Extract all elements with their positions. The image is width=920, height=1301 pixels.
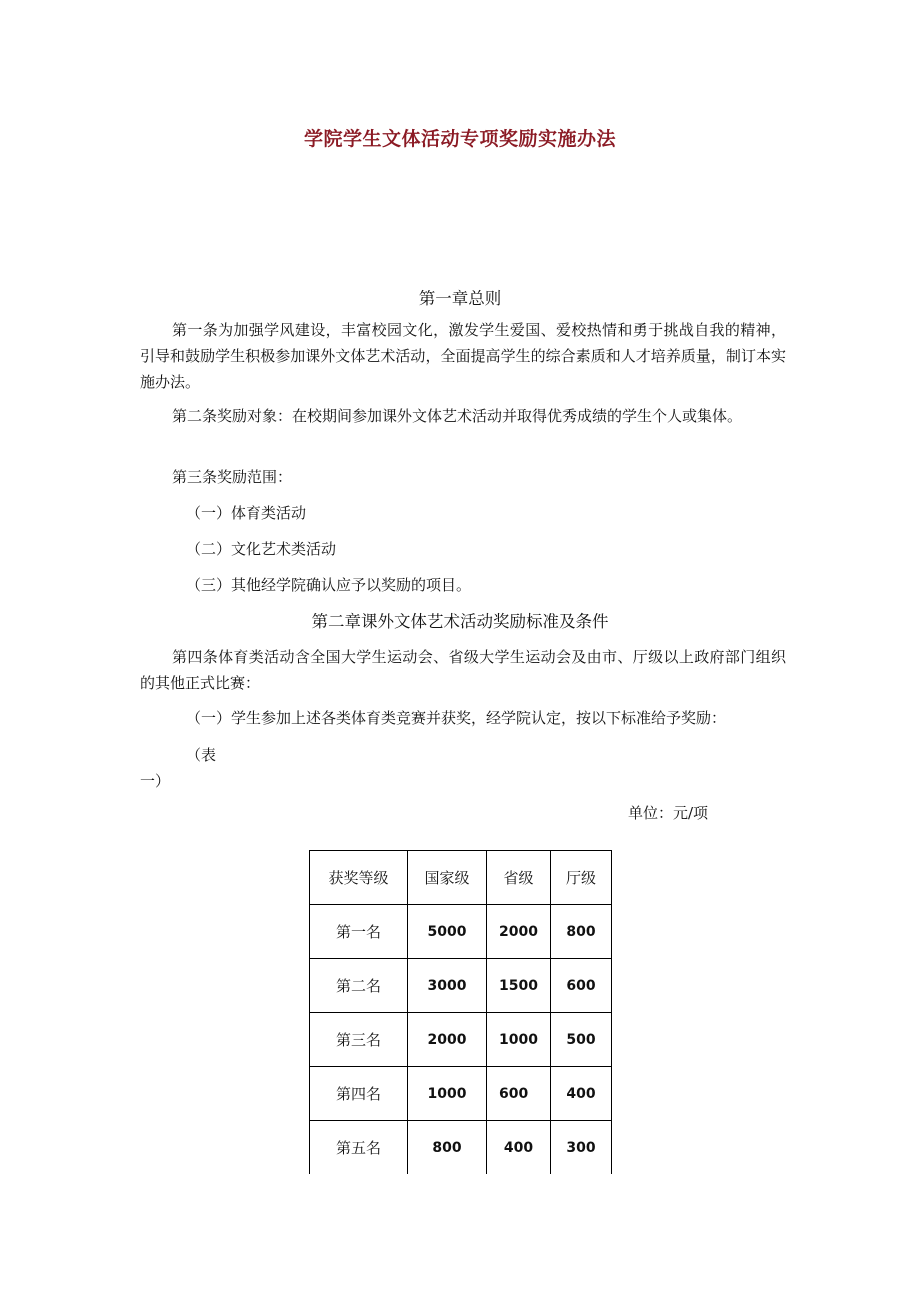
cell-departmental: 300 [551,1121,612,1175]
document-title: 学院学生文体活动专项奖励实施办法 [303,128,616,150]
cell-departmental: 500 [551,1013,612,1067]
cell-provincial: 400 [487,1121,551,1175]
table-row [310,905,612,959]
scope-item-2: （二）文化艺术类活动 [186,540,337,558]
header-departmental: 厅级 [551,851,612,905]
row-rank: 第二名 [310,959,408,1013]
article-1: 第一条为加强学风建设，丰富校园文化，激发学生爱国、爱校热情和勇于挑战自我的精神，引导和鼓励学生积极参加课外文体艺术活动，全面提高学生的综合素质和人才培养质量，制订本实施办法。 [140,321,786,391]
header-level: 获奖等级 [310,851,408,905]
cell-national: 1000 [408,1067,487,1121]
row-rank: 第一名 [310,905,408,959]
cell-departmental: 800 [551,905,612,959]
table-row [310,1013,612,1067]
cell-departmental: 600 [551,959,612,1013]
row-rank: 第四名 [310,1067,408,1121]
chapter-2-heading: 第二章课外文体艺术活动奖励标准及条件 [311,612,609,631]
cell-provincial: 1500 [487,959,551,1013]
table-header-row [310,851,612,905]
article-2: 第二条奖励对象：在校期间参加课外文体艺术活动并取得优秀成绩的学生个人或集体。 [172,407,743,425]
cell-departmental: 400 [551,1067,612,1121]
chapter-1-heading: 第一章总则 [418,289,502,308]
article-3: 第三条奖励范围： [172,468,293,486]
cell-national: 2000 [408,1013,487,1067]
award-table [309,850,612,1174]
scope-item-1: （一）体育类活动 [186,504,307,522]
header-national: 国家级 [408,851,487,905]
cell-provincial: 600 [487,1067,551,1121]
table-row [310,1067,612,1121]
table-row [310,1121,612,1175]
cell-provincial: 2000 [487,905,551,959]
scope-item-3: （三）其他经学院确认应予以奖励的项目。 [186,576,472,594]
table-ref-close: 一） [140,772,171,790]
table-row [310,959,612,1013]
cell-national: 3000 [408,959,487,1013]
cell-national: 800 [408,1121,487,1175]
article-4: 第四条体育类活动含全国大学生运动会、省级大学生运动会及由市、厅级以上政府部门组织的其他正式比赛： [140,648,786,692]
table-ref-open: （表 [186,746,217,764]
article-4-item-1: （一）学生参加上述各类体育类竞赛并获奖，经学院认定，按以下标准给予奖励： [186,709,727,727]
cell-national: 5000 [408,905,487,959]
unit-label: 单位：元/项 [628,804,709,822]
row-rank: 第三名 [310,1013,408,1067]
cell-provincial: 1000 [487,1013,551,1067]
row-rank: 第五名 [310,1121,408,1175]
header-provincial: 省级 [487,851,551,905]
